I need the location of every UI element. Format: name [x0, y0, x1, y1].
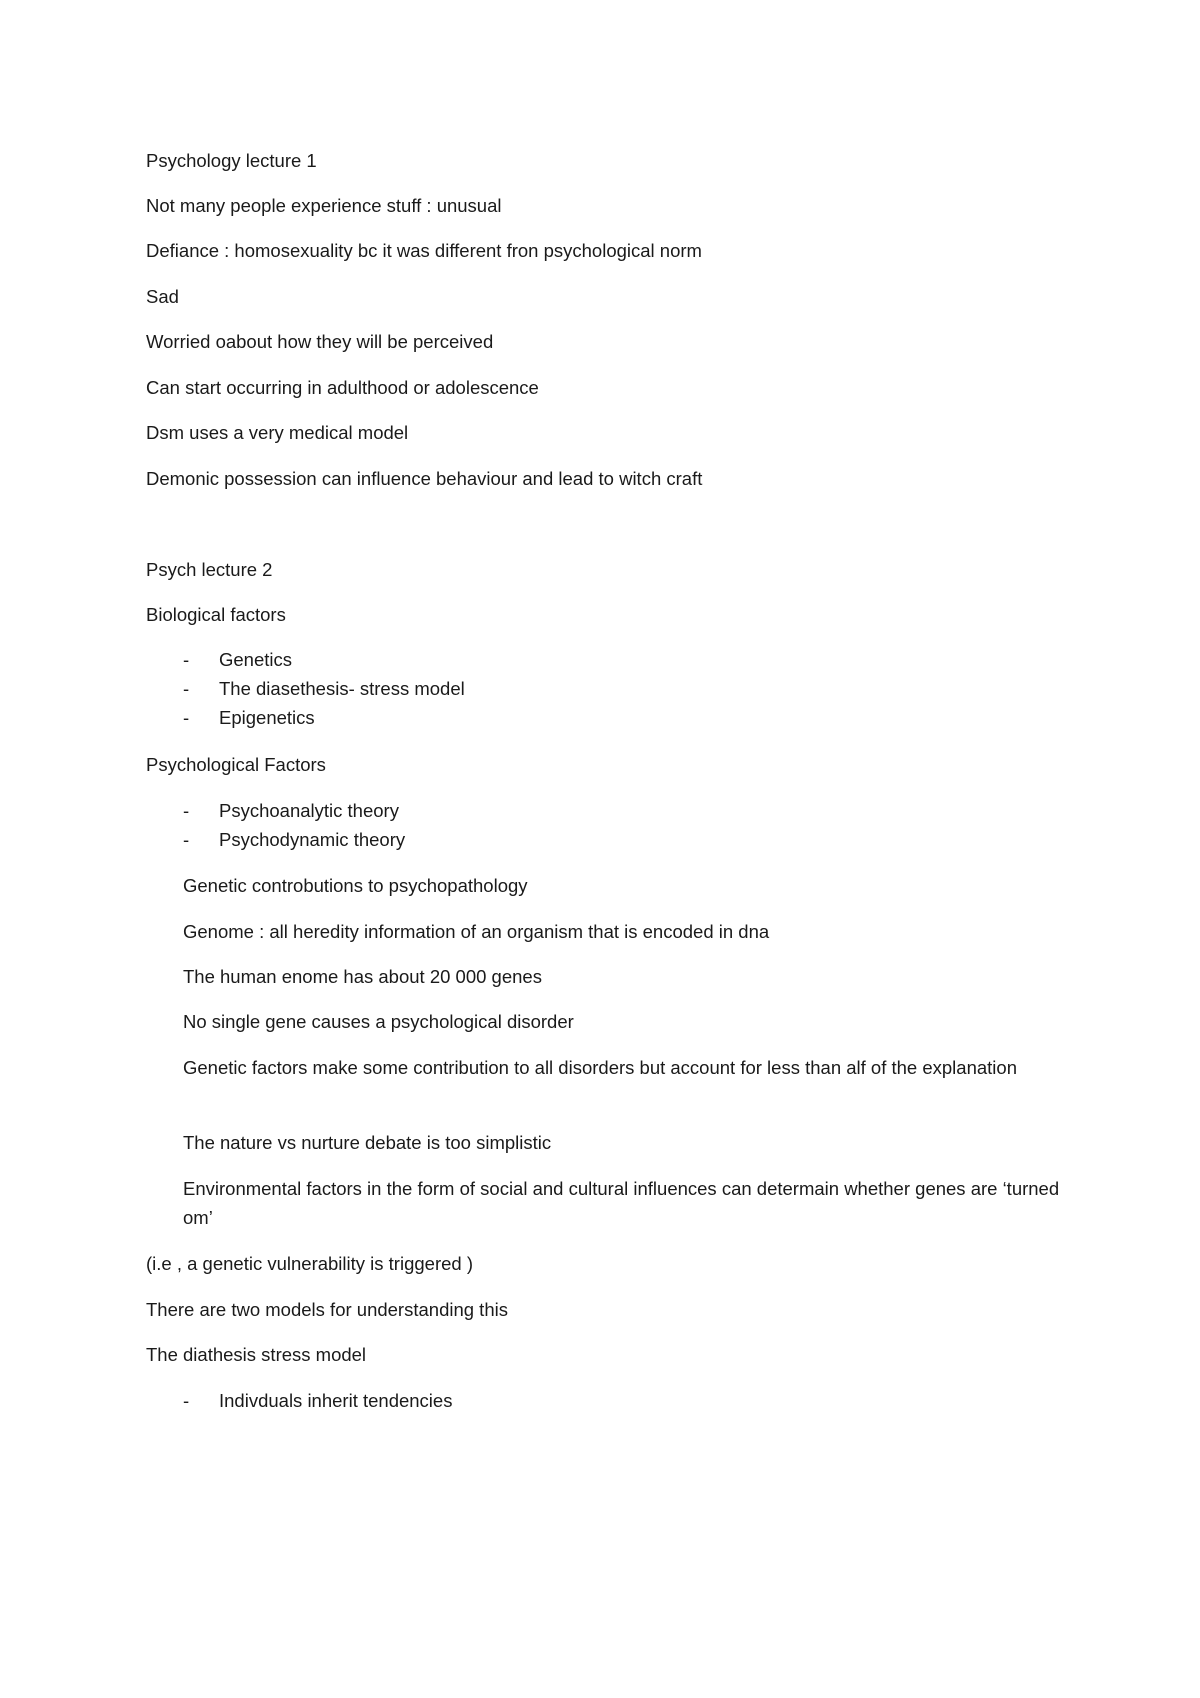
psychological-factors-heading: Psychological Factors: [146, 754, 326, 775]
dash-bullet: -: [183, 707, 190, 728]
dash-bullet: -: [183, 649, 190, 670]
note-line: Demonic possession can influence behaviour and lead to witch craft: [146, 468, 703, 489]
note-line: (i.e , a genetic vulnerability is triggered ): [146, 1253, 473, 1274]
note-line: Genome : all heredity information of an organism that is encoded in dna: [183, 921, 770, 942]
note-line: Can start occurring in adulthood or adolescence: [146, 377, 539, 398]
note-line: The nature vs nurture debate is too simplistic: [183, 1132, 552, 1153]
list-item: [183, 796, 399, 825]
note-line: The diathesis stress model: [146, 1344, 367, 1365]
list-item-label: The diasethesis- stress model: [219, 678, 465, 699]
note-line: Genetic factors make some contribution to all disorders but account for less than alf of the explanation: [183, 1057, 1017, 1078]
list-item-label: Indivduals inherit tendencies: [219, 1390, 453, 1411]
lecture-2-title: Psych lecture 2: [146, 559, 273, 580]
dash-bullet: -: [183, 800, 190, 821]
note-line: Dsm uses a very medical model: [146, 422, 409, 443]
dash-bullet: -: [183, 829, 190, 850]
dash-bullet: -: [183, 678, 190, 699]
list-item: [183, 1386, 452, 1415]
biological-factors-heading: Biological factors: [146, 604, 286, 625]
list-item: [183, 645, 292, 674]
list-item-label: Psychoanalytic theory: [219, 800, 399, 821]
note-line: Not many people experience stuff : unusual: [146, 195, 502, 216]
list-item: [183, 703, 315, 732]
list-item-label: Epigenetics: [219, 707, 315, 728]
note-line: Sad: [146, 286, 179, 307]
note-line: There are two models for understanding this: [146, 1299, 508, 1320]
list-item: [183, 825, 405, 854]
list-item-label: Psychodynamic theory: [219, 829, 406, 850]
note-line: Worried oabout how they will be perceived: [146, 331, 494, 352]
list-item: [183, 674, 465, 703]
note-line: Defiance : homosexuality bc it was different fron psychological norm: [146, 240, 702, 261]
note-line: The human enome has about 20 000 genes: [183, 966, 542, 987]
dash-bullet: -: [183, 1390, 190, 1411]
note-line: Environmental factors in the form of social and cultural influences can determain whether genes are ‘turned om’: [183, 1178, 1060, 1228]
lecture-1-title: Psychology lecture 1: [146, 150, 317, 171]
note-line: No single gene causes a psychological disorder: [183, 1011, 574, 1032]
list-item-label: Genetics: [219, 649, 293, 670]
note-line: Genetic controbutions to psychopathology: [183, 875, 528, 896]
